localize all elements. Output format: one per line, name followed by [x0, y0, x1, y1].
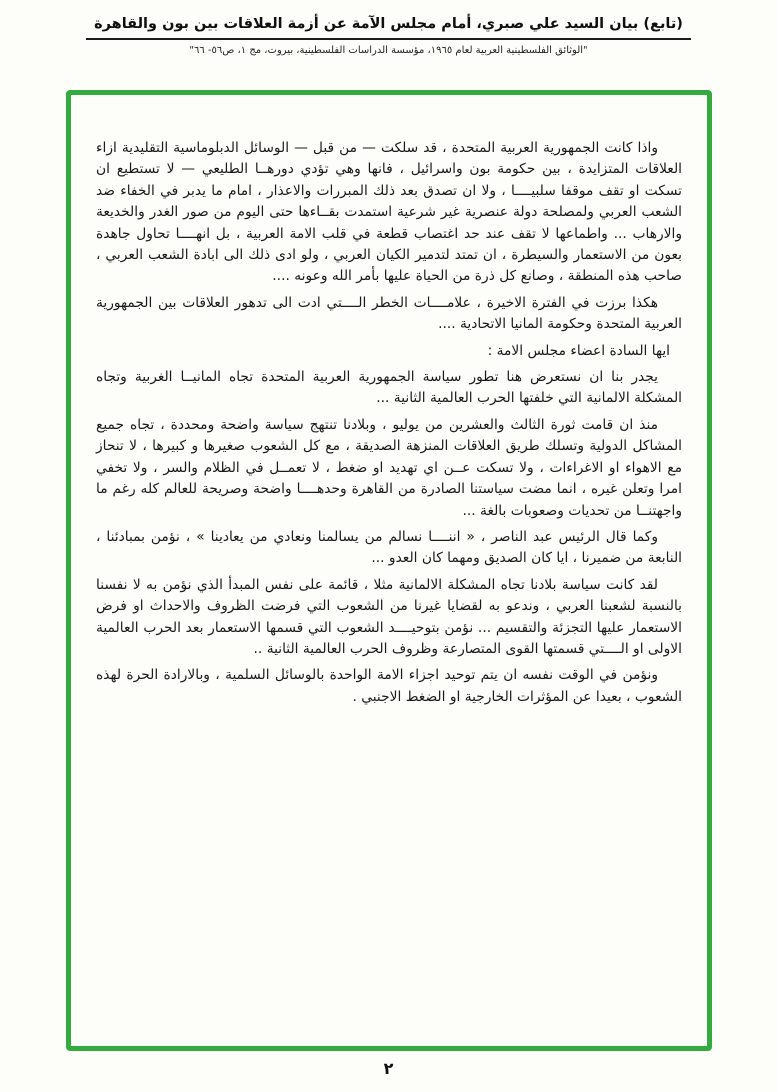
body-paragraph: وكما قال الرئيس عبد الناصر ، « اننــــا نسالم من يسالمنا ونعادي من يعادينا » ، نؤمن بمبادئنا ، النابعة من ضميرنا ، ايا كان الصديق ومهما كان العدو ... — [96, 528, 682, 567]
source-citation: "الوثائق الفلسطينية العربية لعام ١٩٦٥، مؤسسة الدراسات الفلسطينية، بيروت، مج ١، ص٥٦- ٦٦" — [189, 45, 588, 56]
document-title: (تابع) بيان السيد علي صبري، أمام مجلس الآمة عن أزمة العلاقات بين بون والقاهرة — [94, 16, 683, 32]
document-header — [0, 16, 777, 56]
body-paragraph-salutation: ايها السادة اعضاء مجلس الامة : — [487, 342, 670, 359]
body-paragraph: واذا كانت الجمهورية العربية المتحدة ، قد سلكت — من قبل — الوسائل الدبلوماسية التقليدية ازاء العلاقات المتزايدة ، بين حكومة بون واسرائيل ، فانها وهي تؤدي دورهــا الطليعي — لا تستطيع ان تسكت او تقف موقفا سلبيــــا ، ولا ان تصدق بعد ذلك المبررات والاعذار ، امام ما يدبر في الخفاء ضد الشعب العربي ولمصلحة دولة عنصرية غير شرعية استمدت بقــاءها حتى اليوم من صور الغدر والخديعة والارهاب ... واطماعها لا تقف عند حد اغتصاب قطعة في قلب الامة العربية ، بل انهــــا تحاول جاهدة بعون من الاستعمار والسيطرة ، ان تمتد لتدمير الكيان العربي ، ولو ادى ذلك الى ابادة الشعب العربي ، صاحب هذه المنطقة ، وصانع كل ذرة من الحياة عليها بأمر الله وعونه .... — [96, 140, 682, 285]
body-paragraph: يجدر بنا ان نستعرض هنا تطور سياسة الجمهورية العربية المتحدة تجاه المانيــا الغربية وتجاه المشكلة الالمانية التي خلفتها الحرب العالمية الثانية ... — [96, 369, 682, 407]
page-number: ٢ — [383, 1059, 394, 1078]
body-paragraph: هكذا برزت في الفترة الاخيرة ، علامــــات الخطر الــــتي ادت الى تدهور العلاقات بين الجمهورية العربية المتحدة وحكومة المانيا الاتحادية .... — [96, 294, 682, 333]
body-paragraph: ونؤمن في الوقت نفسه ان يتم توحيد اجزاء الامة الواحدة بالوسائل السلمية ، وبالارادة الحرة لهذه الشعوب ، بعيدا عن المؤثرات الخارجية او الضغط الاجنبي . — [96, 667, 682, 705]
body-paragraph: لقد كانت سياسة بلادنا تجاه المشكلة الالمانية مثلا ، قائمة على نفس المبدأ الذي نؤمن به لا نفسنا بالنسبة لشعبنا العربي ، وندعو به لقضايا غيرنا من الشعوب التي فرضت الظروف والاحداث او فرض الاستعمار عليها التجزئة والتقسيم ... نؤمن بتوحيــــد الشعوب التي قسمها الاستعمار بعد الحرب العالمية الاولى او الــــتي قسمتها القوى المتصارعة وظروف الحرب العالمية الثانية .. — [96, 576, 682, 657]
header-divider — [86, 38, 691, 40]
document-body — [96, 138, 682, 713]
body-paragraph: منذ ان قامت ثورة الثالث والعشرين من يوليو ، وبلادنا تنتهج سياسة واضحة ومحددة ، تجاه جميع المشاكل الدولية وتسلك طريق العلاقات المنزهة الصديقة ، مع كل الشعوب صغيرها و كبيرها ، لا تنحاز مع الاهواء او الاغراءات ، ولا تسكت عــن اي تهديد او ضغط ، لا تعمــل في الظلام والسر ، ولا تخفي امرا وتعلن غيره ، انما مضت سياستنا الصادرة من القاهرة وحدهــــا واضحة وصريحة للعالم كله رغم ما واجهتنــا من تحديات وصعوبات بالغة ... — [96, 416, 682, 519]
